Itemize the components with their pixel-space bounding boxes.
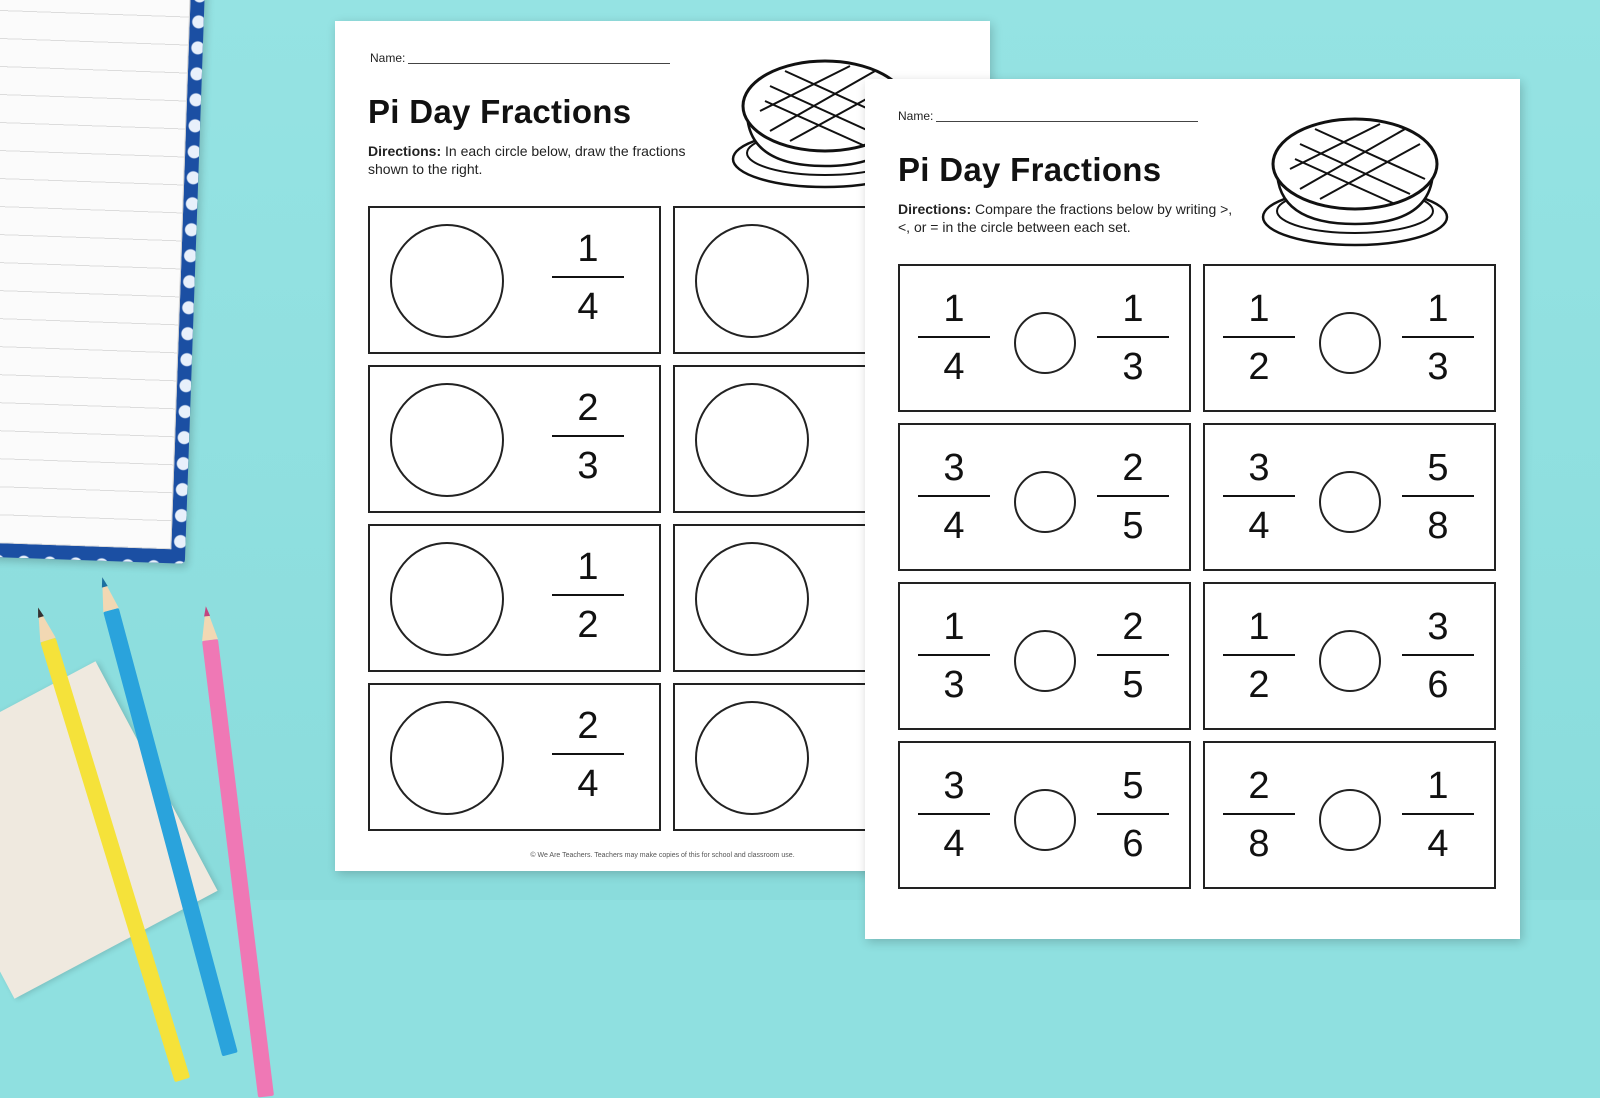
fraction-box — [368, 524, 661, 672]
comparison-circle[interactable] — [1014, 471, 1076, 533]
fraction-left — [918, 290, 990, 386]
denominator: 4 — [577, 286, 599, 328]
denominator: 4 — [577, 763, 599, 805]
drawing-circle[interactable] — [390, 224, 504, 338]
fraction-left — [918, 449, 990, 545]
comparison-circle[interactable] — [1319, 630, 1381, 692]
denominator: 3 — [1427, 346, 1449, 388]
denominator: 5 — [1122, 505, 1144, 547]
comparison-box — [1203, 423, 1496, 571]
comparison-box — [898, 423, 1191, 571]
comparison-box — [898, 582, 1191, 730]
numerator: 1 — [1122, 288, 1144, 330]
comparison-circle[interactable] — [1014, 312, 1076, 374]
fraction-bar — [552, 276, 624, 278]
name-field — [898, 109, 1198, 123]
denominator: 4 — [1248, 505, 1270, 547]
drawing-circle[interactable] — [390, 701, 504, 815]
numerator: 1 — [1427, 288, 1449, 330]
worksheet-compare-fractions — [865, 79, 1520, 939]
fraction-bar — [1097, 813, 1169, 815]
comparison-box — [898, 264, 1191, 412]
drawing-circle[interactable] — [695, 542, 809, 656]
numerator: 1 — [943, 288, 965, 330]
fraction-bar — [1223, 495, 1295, 497]
worksheet-title: Pi Day Fractions — [368, 93, 632, 130]
fraction-box — [368, 683, 661, 831]
denominator: 4 — [943, 823, 965, 865]
drawing-circle[interactable] — [390, 542, 504, 656]
numerator: 2 — [1122, 447, 1144, 489]
denominator: 8 — [1427, 505, 1449, 547]
fraction-label — [552, 230, 624, 326]
fraction-bar — [1402, 813, 1474, 815]
denominator: 2 — [1248, 664, 1270, 706]
comparison-circle[interactable] — [1319, 471, 1381, 533]
fraction-bar — [1097, 654, 1169, 656]
numerator: 3 — [943, 765, 965, 807]
comparison-circle[interactable] — [1319, 312, 1381, 374]
fraction-right — [1097, 608, 1169, 704]
comparison-circle[interactable] — [1319, 789, 1381, 851]
denominator: 2 — [1248, 346, 1270, 388]
fraction-label — [552, 548, 624, 644]
fraction-right — [1097, 767, 1169, 863]
numerator: 3 — [1427, 606, 1449, 648]
drawing-circle[interactable] — [695, 383, 809, 497]
denominator: 3 — [577, 445, 599, 487]
numerator: 1 — [1248, 288, 1270, 330]
fraction-bar — [918, 336, 990, 338]
fraction-left — [1223, 608, 1295, 704]
numerator: 3 — [943, 447, 965, 489]
fraction-bar — [1402, 654, 1474, 656]
numerator: 1 — [577, 546, 599, 588]
fraction-box — [368, 206, 661, 354]
notebook-lined-page — [0, 0, 191, 549]
fraction-left — [918, 608, 990, 704]
comparison-box — [898, 741, 1191, 889]
directions-label: Directions: — [368, 143, 442, 159]
drawing-circle[interactable] — [695, 224, 809, 338]
directions-label: Directions: — [898, 201, 972, 217]
fraction-right — [1402, 449, 1474, 545]
fraction-bar — [552, 753, 624, 755]
directions-text: Compare the fractions below by writing >, <, or = in the circle between each set. — [898, 201, 1233, 235]
fraction-label — [552, 707, 624, 803]
fraction-right — [1097, 449, 1169, 545]
fraction-bar — [918, 654, 990, 656]
denominator: 3 — [1122, 346, 1144, 388]
numerator: 2 — [1248, 765, 1270, 807]
fraction-bar — [1402, 336, 1474, 338]
comparison-box — [1203, 264, 1496, 412]
fraction-bar — [552, 594, 624, 596]
footer-copyright: © We Are Teachers. Teachers may make copies of this for school and classroom use. — [530, 852, 795, 859]
numerator: 1 — [943, 606, 965, 648]
numerator: 3 — [1248, 447, 1270, 489]
notebook — [0, 0, 205, 564]
fraction-label — [552, 389, 624, 485]
denominator: 8 — [1248, 823, 1270, 865]
numerator: 2 — [1122, 606, 1144, 648]
denominator: 3 — [943, 664, 965, 706]
fraction-bar — [918, 495, 990, 497]
denominator: 4 — [943, 346, 965, 388]
fraction-right — [1402, 608, 1474, 704]
numerator: 1 — [1248, 606, 1270, 648]
drawing-circle[interactable] — [695, 701, 809, 815]
name-label: Name: — [370, 51, 406, 65]
denominator: 6 — [1427, 664, 1449, 706]
comparison-box — [1203, 741, 1496, 889]
numerator: 5 — [1122, 765, 1144, 807]
worksheet-title: Pi Day Fractions — [898, 151, 1162, 188]
directions — [898, 200, 1238, 236]
fraction-bar — [552, 435, 624, 437]
pie-illustration — [1255, 99, 1455, 249]
denominator: 6 — [1122, 823, 1144, 865]
name-label: Name: — [898, 109, 934, 123]
numerator: 1 — [577, 228, 599, 270]
name-field — [370, 51, 670, 65]
fraction-bar — [1402, 495, 1474, 497]
directions — [368, 142, 698, 178]
denominator: 5 — [1122, 664, 1144, 706]
fraction-bar — [1097, 495, 1169, 497]
denominator: 2 — [577, 604, 599, 646]
numerator: 2 — [577, 387, 599, 429]
numerator: 1 — [1427, 765, 1449, 807]
fraction-left — [1223, 290, 1295, 386]
fraction-bar — [1223, 654, 1295, 656]
fraction-bar — [918, 813, 990, 815]
fraction-bar — [1223, 336, 1295, 338]
directions-text: In each circle below, draw the fractions shown to the right. — [368, 143, 686, 177]
fraction-bar — [1097, 336, 1169, 338]
comparison-circle[interactable] — [1014, 789, 1076, 851]
name-rule — [408, 63, 670, 64]
denominator: 4 — [1427, 823, 1449, 865]
fraction-bar — [1223, 813, 1295, 815]
numerator: 2 — [577, 705, 599, 747]
fraction-right — [1097, 290, 1169, 386]
denominator: 4 — [943, 505, 965, 547]
drawing-circle[interactable] — [390, 383, 504, 497]
fraction-left — [1223, 449, 1295, 545]
name-rule — [936, 121, 1198, 122]
comparison-box — [1203, 582, 1496, 730]
numerator: 5 — [1427, 447, 1449, 489]
comparison-circle[interactable] — [1014, 630, 1076, 692]
fraction-box — [368, 365, 661, 513]
fraction-right — [1402, 290, 1474, 386]
fraction-left — [1223, 767, 1295, 863]
fraction-left — [918, 767, 990, 863]
fraction-right — [1402, 767, 1474, 863]
